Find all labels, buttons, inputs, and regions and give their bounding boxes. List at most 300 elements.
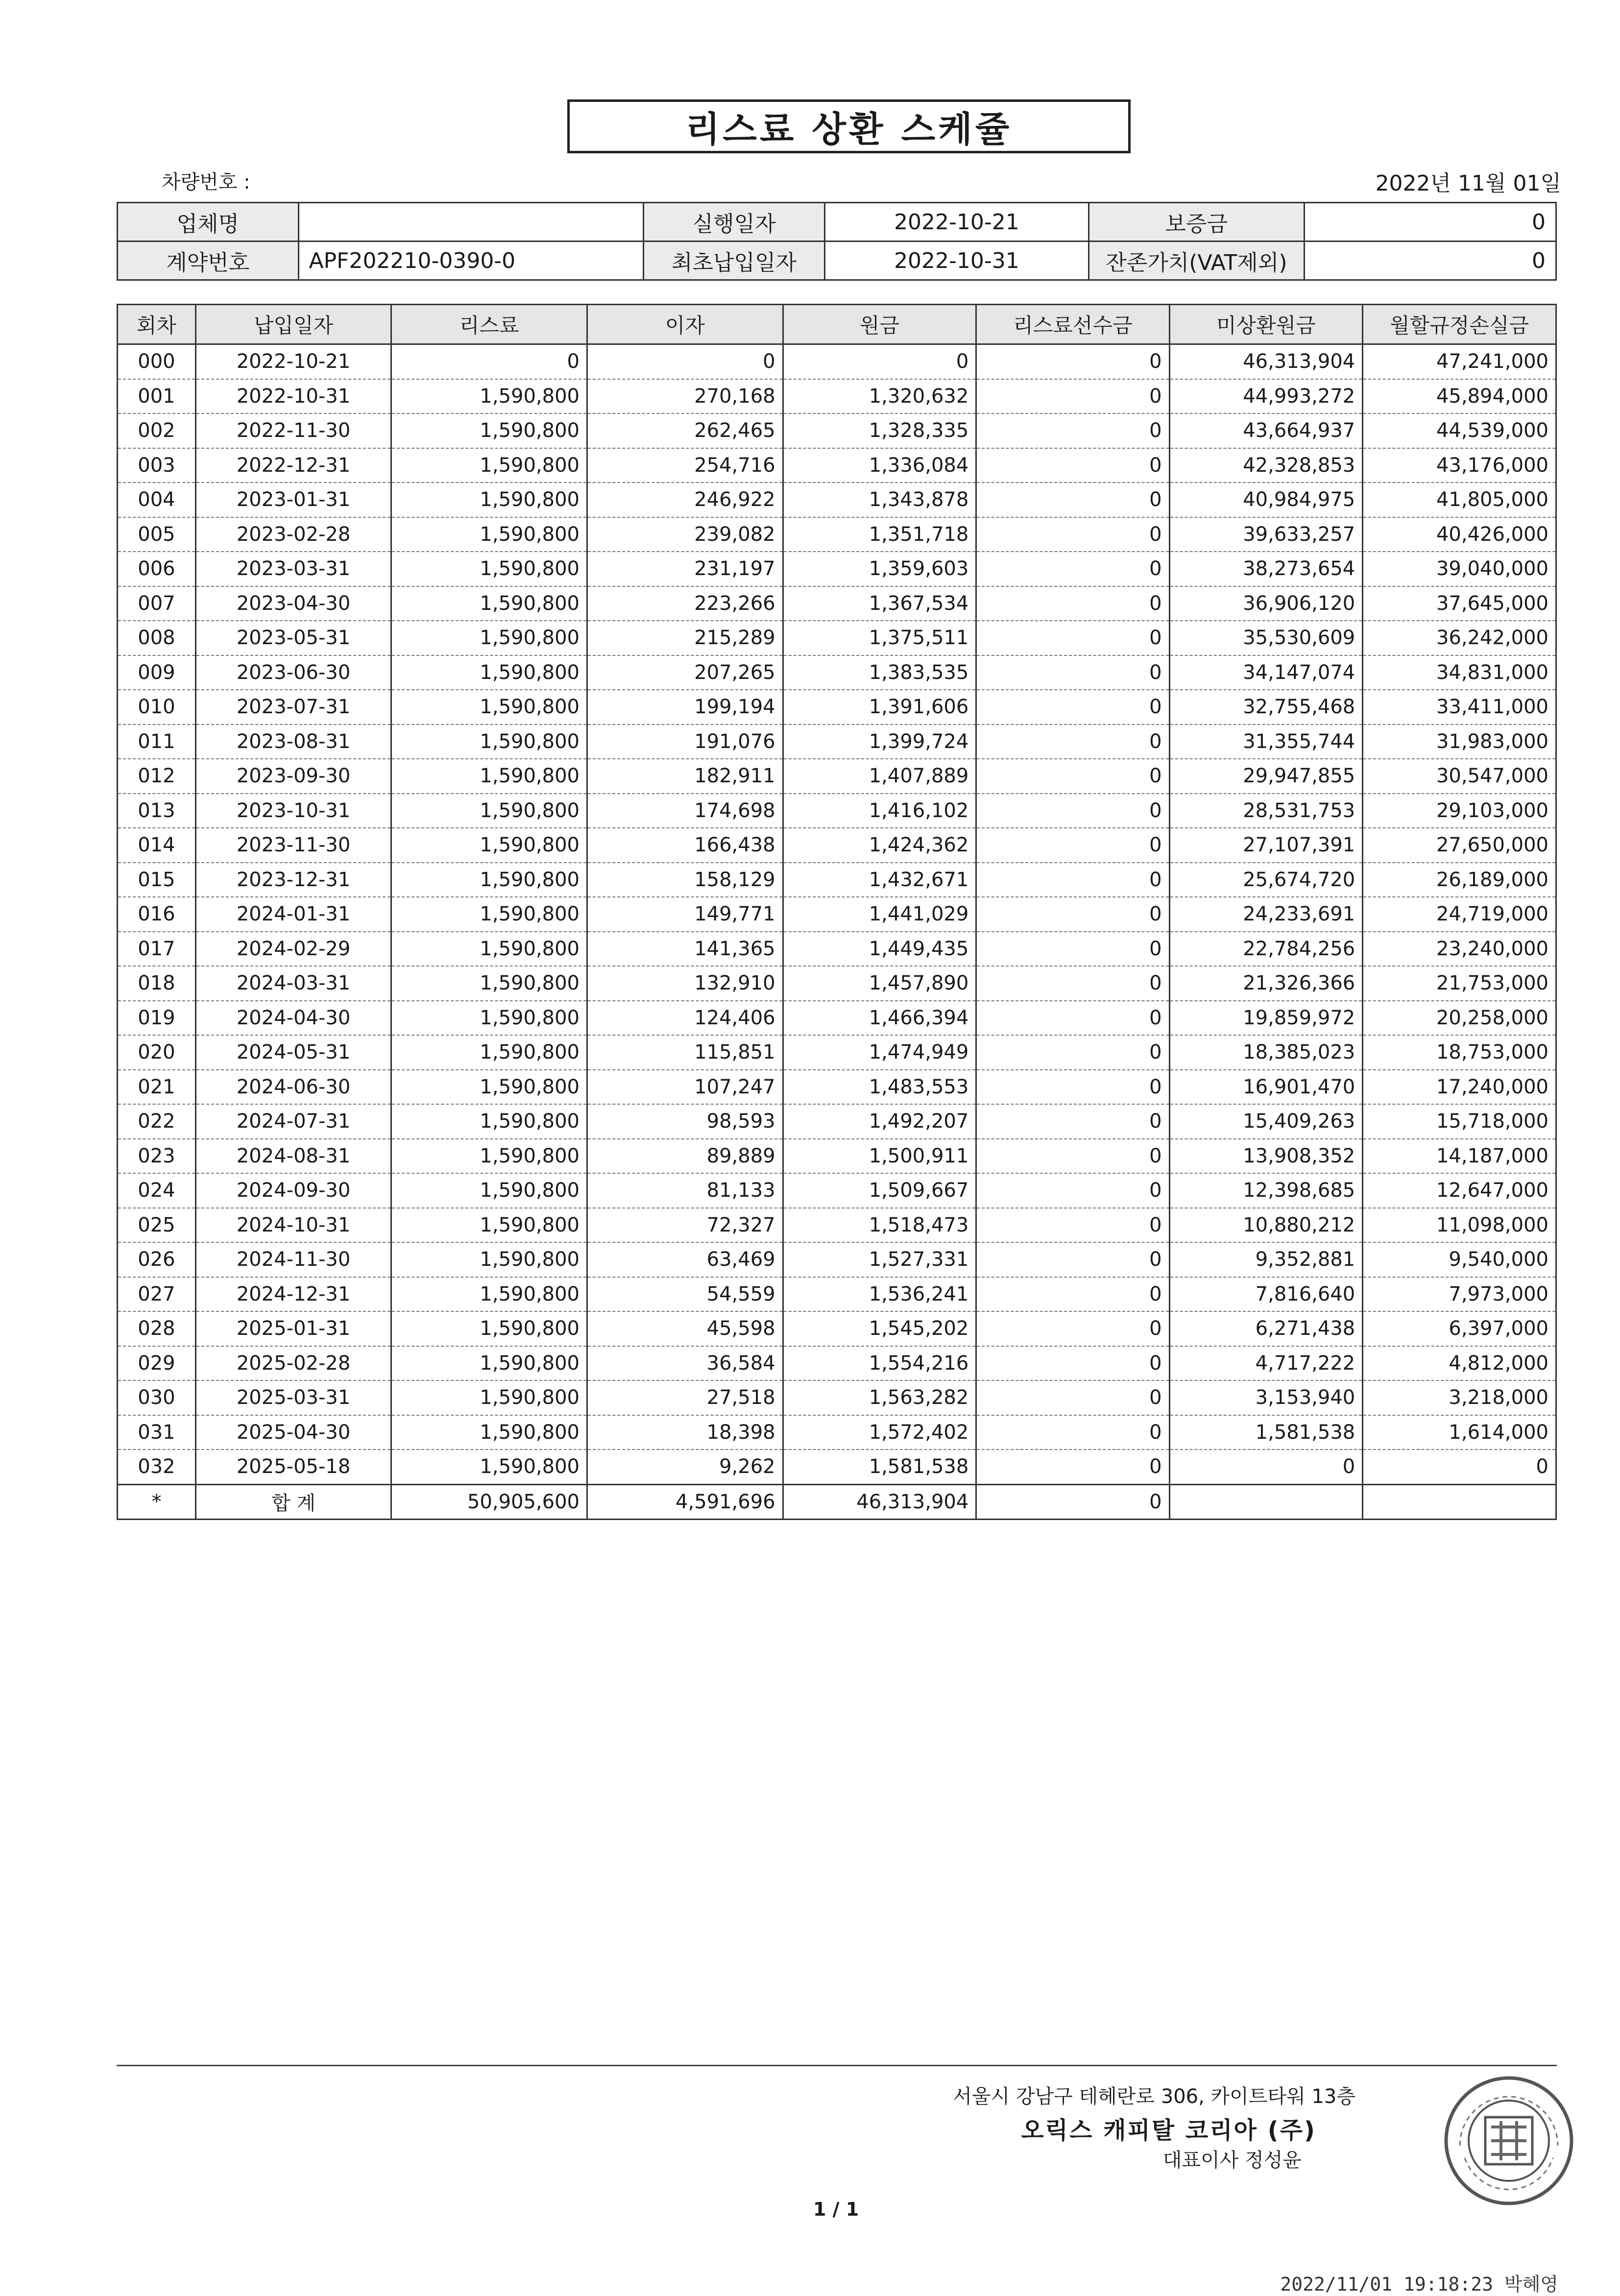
table-cell: 54,559 bbox=[587, 1277, 783, 1312]
table-cell: 262,465 bbox=[587, 413, 783, 448]
table-cell: 0 bbox=[976, 379, 1169, 414]
table-cell: 18,753,000 bbox=[1363, 1035, 1556, 1070]
table-cell: 1,590,800 bbox=[391, 1035, 587, 1070]
table-cell: 132,910 bbox=[587, 966, 783, 1001]
table-cell: 1,581,538 bbox=[783, 1450, 976, 1484]
table-cell: 1,351,718 bbox=[783, 517, 976, 552]
table-cell: 0 bbox=[976, 413, 1169, 448]
column-header: 이자 bbox=[587, 305, 783, 344]
table-cell: 1,590,800 bbox=[391, 1208, 587, 1243]
table-row bbox=[118, 483, 1556, 517]
table-cell: 1,500,911 bbox=[783, 1139, 976, 1174]
table-cell: 026 bbox=[118, 1242, 196, 1277]
total-cell: 합 계 bbox=[195, 1484, 391, 1520]
contract-label: 계약번호 bbox=[118, 242, 299, 280]
table-cell: 0 bbox=[976, 690, 1169, 725]
table-cell: 1,432,671 bbox=[783, 863, 976, 897]
repayment-schedule-table bbox=[117, 304, 1557, 1520]
table-cell: 182,911 bbox=[587, 759, 783, 794]
vehicle-number-label: 차량번호 : bbox=[162, 171, 250, 193]
table-cell: 1,590,800 bbox=[391, 655, 587, 690]
table-cell: 40,984,975 bbox=[1169, 483, 1363, 517]
table-row bbox=[118, 1242, 1556, 1277]
table-cell: 28,531,753 bbox=[1169, 794, 1363, 828]
table-cell: 004 bbox=[118, 483, 196, 517]
table-cell: 2023-01-31 bbox=[195, 483, 391, 517]
table-cell: 124,406 bbox=[587, 1001, 783, 1036]
table-cell: 40,426,000 bbox=[1363, 517, 1556, 552]
table-cell: 2025-03-31 bbox=[195, 1380, 391, 1415]
table-cell: 27,107,391 bbox=[1169, 828, 1363, 863]
first-pay-label: 최초납입일자 bbox=[644, 242, 825, 280]
table-cell: 6,271,438 bbox=[1169, 1311, 1363, 1346]
table-cell: 027 bbox=[118, 1277, 196, 1312]
table-cell: 1,590,800 bbox=[391, 1001, 587, 1036]
residual-label: 잔존가치(VAT제외) bbox=[1089, 242, 1305, 280]
table-cell: 0 bbox=[976, 586, 1169, 621]
table-cell: 22,784,256 bbox=[1169, 932, 1363, 967]
table-cell: 2024-01-31 bbox=[195, 897, 391, 932]
table-row bbox=[118, 1070, 1556, 1105]
table-cell: 1,590,800 bbox=[391, 586, 587, 621]
table-header-row bbox=[118, 305, 1556, 344]
table-cell: 0 bbox=[783, 344, 976, 379]
table-cell: 89,889 bbox=[587, 1139, 783, 1174]
table-cell: 2025-01-31 bbox=[195, 1311, 391, 1346]
table-cell: 2023-05-31 bbox=[195, 621, 391, 655]
table-cell: 2024-07-31 bbox=[195, 1104, 391, 1139]
table-cell: 37,645,000 bbox=[1363, 586, 1556, 621]
table-cell: 0 bbox=[976, 932, 1169, 967]
table-cell: 13,908,352 bbox=[1169, 1139, 1363, 1174]
table-cell: 018 bbox=[118, 966, 196, 1001]
table-cell: 0 bbox=[976, 863, 1169, 897]
table-cell: 001 bbox=[118, 379, 196, 414]
table-cell: 1,590,800 bbox=[391, 725, 587, 759]
table-cell: 008 bbox=[118, 621, 196, 655]
table-cell: 2023-12-31 bbox=[195, 863, 391, 897]
table-cell: 1,441,029 bbox=[783, 897, 976, 932]
table-cell: 0 bbox=[976, 1311, 1169, 1346]
table-cell: 002 bbox=[118, 413, 196, 448]
table-cell: 47,241,000 bbox=[1363, 344, 1556, 379]
table-cell: 021 bbox=[118, 1070, 196, 1105]
table-cell: 2024-09-30 bbox=[195, 1173, 391, 1208]
total-cell: 0 bbox=[976, 1484, 1169, 1520]
table-cell: 2023-02-28 bbox=[195, 517, 391, 552]
table-cell: 1,359,603 bbox=[783, 552, 976, 586]
table-cell: 9,262 bbox=[587, 1450, 783, 1484]
table-cell: 207,265 bbox=[587, 655, 783, 690]
table-cell: 0 bbox=[587, 344, 783, 379]
table-cell: 2024-08-31 bbox=[195, 1139, 391, 1174]
table-cell: 1,449,435 bbox=[783, 932, 976, 967]
table-cell: 1,590,800 bbox=[391, 1173, 587, 1208]
table-row bbox=[118, 1104, 1556, 1139]
table-cell: 2024-02-29 bbox=[195, 932, 391, 967]
table-cell: 019 bbox=[118, 1001, 196, 1036]
table-cell: 006 bbox=[118, 552, 196, 586]
table-cell: 41,805,000 bbox=[1363, 483, 1556, 517]
column-header: 월할규정손실금 bbox=[1363, 305, 1556, 344]
exec-date-value: 2022-10-21 bbox=[824, 203, 1088, 242]
table-cell: 115,851 bbox=[587, 1035, 783, 1070]
table-cell: 29,103,000 bbox=[1363, 794, 1556, 828]
table-cell: 42,328,853 bbox=[1169, 448, 1363, 483]
document-title: 리스료 상환 스케쥴 bbox=[567, 99, 1131, 153]
table-cell: 1,407,889 bbox=[783, 759, 976, 794]
table-cell: 0 bbox=[976, 1450, 1169, 1484]
table-cell: 2024-12-31 bbox=[195, 1277, 391, 1312]
table-row bbox=[118, 1208, 1556, 1243]
total-cell: * bbox=[118, 1484, 196, 1520]
table-cell: 18,385,023 bbox=[1169, 1035, 1363, 1070]
table-cell: 014 bbox=[118, 828, 196, 863]
table-cell: 0 bbox=[976, 1380, 1169, 1415]
table-cell: 0 bbox=[976, 344, 1169, 379]
table-cell: 1,590,800 bbox=[391, 1311, 587, 1346]
info-row bbox=[118, 242, 1556, 280]
table-row bbox=[118, 690, 1556, 725]
contract-value: APF202210-0390-0 bbox=[298, 242, 644, 280]
total-cell: 4,591,696 bbox=[587, 1484, 783, 1520]
table-cell: 43,176,000 bbox=[1363, 448, 1556, 483]
ceo-name: 대표이사 정성윤 bbox=[1162, 2149, 1302, 2172]
table-cell: 1,590,800 bbox=[391, 1450, 587, 1484]
table-cell: 0 bbox=[976, 1242, 1169, 1277]
table-cell: 45,598 bbox=[587, 1311, 783, 1346]
table-cell: 2024-11-30 bbox=[195, 1242, 391, 1277]
table-row bbox=[118, 413, 1556, 448]
table-cell: 33,411,000 bbox=[1363, 690, 1556, 725]
table-cell: 31,983,000 bbox=[1363, 725, 1556, 759]
table-cell: 4,717,222 bbox=[1169, 1346, 1363, 1381]
total-row bbox=[118, 1484, 1556, 1520]
table-cell: 39,040,000 bbox=[1363, 552, 1556, 586]
table-cell: 0 bbox=[976, 448, 1169, 483]
table-cell: 1,590,800 bbox=[391, 1277, 587, 1312]
residual-value: 0 bbox=[1304, 242, 1556, 280]
table-cell: 24,233,691 bbox=[1169, 897, 1363, 932]
table-cell: 1,590,800 bbox=[391, 379, 587, 414]
table-row bbox=[118, 863, 1556, 897]
table-cell: 023 bbox=[118, 1139, 196, 1174]
table-cell: 21,326,366 bbox=[1169, 966, 1363, 1001]
column-header: 미상환원금 bbox=[1169, 305, 1363, 344]
table-cell: 2024-10-31 bbox=[195, 1208, 391, 1243]
table-cell: 3,153,940 bbox=[1169, 1380, 1363, 1415]
table-cell: 017 bbox=[118, 932, 196, 967]
table-cell: 0 bbox=[976, 759, 1169, 794]
table-cell: 1,590,800 bbox=[391, 690, 587, 725]
table-row bbox=[118, 725, 1556, 759]
table-cell: 022 bbox=[118, 1104, 196, 1139]
table-cell: 0 bbox=[976, 897, 1169, 932]
table-cell: 2022-11-30 bbox=[195, 413, 391, 448]
table-cell: 63,469 bbox=[587, 1242, 783, 1277]
table-row bbox=[118, 1450, 1556, 1484]
table-cell: 16,901,470 bbox=[1169, 1070, 1363, 1105]
table-cell: 0 bbox=[976, 552, 1169, 586]
table-row bbox=[118, 344, 1556, 379]
table-cell: 013 bbox=[118, 794, 196, 828]
table-cell: 1,590,800 bbox=[391, 621, 587, 655]
table-cell: 0 bbox=[976, 1001, 1169, 1036]
table-row bbox=[118, 586, 1556, 621]
table-cell: 0 bbox=[976, 828, 1169, 863]
table-cell: 7,816,640 bbox=[1169, 1277, 1363, 1312]
table-cell: 0 bbox=[1169, 1450, 1363, 1484]
table-row bbox=[118, 1035, 1556, 1070]
table-cell: 191,076 bbox=[587, 725, 783, 759]
table-cell: 031 bbox=[118, 1415, 196, 1450]
table-cell: 0 bbox=[976, 1035, 1169, 1070]
table-cell: 1,554,216 bbox=[783, 1346, 976, 1381]
table-cell: 0 bbox=[1363, 1450, 1556, 1484]
table-cell: 223,266 bbox=[587, 586, 783, 621]
table-cell: 1,536,241 bbox=[783, 1277, 976, 1312]
table-cell: 005 bbox=[118, 517, 196, 552]
table-cell: 2023-10-31 bbox=[195, 794, 391, 828]
table-cell: 166,438 bbox=[587, 828, 783, 863]
table-cell: 1,590,800 bbox=[391, 897, 587, 932]
table-cell: 1,527,331 bbox=[783, 1242, 976, 1277]
table-cell: 1,320,632 bbox=[783, 379, 976, 414]
table-cell: 19,859,972 bbox=[1169, 1001, 1363, 1036]
table-cell: 72,327 bbox=[587, 1208, 783, 1243]
column-header: 리스료 bbox=[391, 305, 587, 344]
table-cell: 4,812,000 bbox=[1363, 1346, 1556, 1381]
table-cell: 016 bbox=[118, 897, 196, 932]
table-cell: 31,355,744 bbox=[1169, 725, 1363, 759]
table-row bbox=[118, 759, 1556, 794]
table-cell: 011 bbox=[118, 725, 196, 759]
table-cell: 2025-04-30 bbox=[195, 1415, 391, 1450]
table-cell: 020 bbox=[118, 1035, 196, 1070]
footer-divider bbox=[117, 2065, 1557, 2066]
table-cell: 26,189,000 bbox=[1363, 863, 1556, 897]
table-row bbox=[118, 1173, 1556, 1208]
table-cell: 1,572,402 bbox=[783, 1415, 976, 1450]
table-cell: 2023-06-30 bbox=[195, 655, 391, 690]
table-cell: 38,273,654 bbox=[1169, 552, 1363, 586]
table-cell: 23,240,000 bbox=[1363, 932, 1556, 967]
table-cell: 9,540,000 bbox=[1363, 1242, 1556, 1277]
table-cell: 030 bbox=[118, 1380, 196, 1415]
table-cell: 44,993,272 bbox=[1169, 379, 1363, 414]
table-cell: 29,947,855 bbox=[1169, 759, 1363, 794]
table-cell: 1,590,800 bbox=[391, 1242, 587, 1277]
table-cell: 2025-02-28 bbox=[195, 1346, 391, 1381]
table-cell: 1,590,800 bbox=[391, 1104, 587, 1139]
table-cell: 2023-03-31 bbox=[195, 552, 391, 586]
table-cell: 015 bbox=[118, 863, 196, 897]
table-cell: 032 bbox=[118, 1450, 196, 1484]
table-cell: 1,457,890 bbox=[783, 966, 976, 1001]
table-cell: 11,098,000 bbox=[1363, 1208, 1556, 1243]
table-cell: 0 bbox=[976, 1139, 1169, 1174]
first-pay-value: 2022-10-31 bbox=[824, 242, 1088, 280]
table-cell: 17,240,000 bbox=[1363, 1070, 1556, 1105]
contract-info-table bbox=[117, 202, 1557, 281]
table-cell: 2022-12-31 bbox=[195, 448, 391, 483]
table-cell: 1,424,362 bbox=[783, 828, 976, 863]
table-cell: 0 bbox=[976, 621, 1169, 655]
total-cell: 50,905,600 bbox=[391, 1484, 587, 1520]
table-cell: 024 bbox=[118, 1173, 196, 1208]
table-cell: 199,194 bbox=[587, 690, 783, 725]
table-row bbox=[118, 966, 1556, 1001]
table-cell: 1,590,800 bbox=[391, 828, 587, 863]
table-cell: 0 bbox=[976, 966, 1169, 1001]
table-cell: 32,755,468 bbox=[1169, 690, 1363, 725]
company-address: 서울시 강남구 테헤란로 306, 카이트타워 13층 bbox=[953, 2085, 1355, 2108]
table-cell: 45,894,000 bbox=[1363, 379, 1556, 414]
table-cell: 1,590,800 bbox=[391, 552, 587, 586]
table-cell: 20,258,000 bbox=[1363, 1001, 1556, 1036]
table-cell: 1,492,207 bbox=[783, 1104, 976, 1139]
company-label: 업체명 bbox=[118, 203, 299, 242]
column-header: 회차 bbox=[118, 305, 196, 344]
total-cell: 46,313,904 bbox=[783, 1484, 976, 1520]
table-cell: 98,593 bbox=[587, 1104, 783, 1139]
table-cell: 025 bbox=[118, 1208, 196, 1243]
table-cell: 2022-10-31 bbox=[195, 379, 391, 414]
table-cell: 0 bbox=[976, 1415, 1169, 1450]
table-row bbox=[118, 621, 1556, 655]
print-timestamp: 2022/11/01 19:18:23 박혜영 bbox=[1280, 2273, 1558, 2295]
table-cell: 1,590,800 bbox=[391, 448, 587, 483]
table-cell: 1,474,949 bbox=[783, 1035, 976, 1070]
table-cell: 34,147,074 bbox=[1169, 655, 1363, 690]
table-cell: 1,590,800 bbox=[391, 932, 587, 967]
table-cell: 36,242,000 bbox=[1363, 621, 1556, 655]
table-cell: 44,539,000 bbox=[1363, 413, 1556, 448]
column-header: 리스료선수금 bbox=[976, 305, 1169, 344]
table-cell: 0 bbox=[976, 794, 1169, 828]
table-cell: 0 bbox=[976, 1173, 1169, 1208]
table-cell: 1,391,606 bbox=[783, 690, 976, 725]
table-cell: 2023-04-30 bbox=[195, 586, 391, 621]
table-body bbox=[118, 344, 1556, 1520]
table-cell: 149,771 bbox=[587, 897, 783, 932]
company-name: 오릭스 캐피탈 코리아 (주) bbox=[1021, 2117, 1316, 2144]
table-cell: 174,698 bbox=[587, 794, 783, 828]
table-cell: 24,719,000 bbox=[1363, 897, 1556, 932]
table-cell: 1,590,800 bbox=[391, 483, 587, 517]
table-row bbox=[118, 448, 1556, 483]
table-cell: 107,247 bbox=[587, 1070, 783, 1105]
table-cell: 1,343,878 bbox=[783, 483, 976, 517]
table-cell: 007 bbox=[118, 586, 196, 621]
table-cell: 15,409,263 bbox=[1169, 1104, 1363, 1139]
table-cell: 34,831,000 bbox=[1363, 655, 1556, 690]
table-cell: 141,365 bbox=[587, 932, 783, 967]
table-row bbox=[118, 794, 1556, 828]
table-row bbox=[118, 379, 1556, 414]
table-cell: 0 bbox=[976, 517, 1169, 552]
print-date: 2022년 11월 01일 bbox=[1375, 171, 1561, 196]
table-row bbox=[118, 1311, 1556, 1346]
vehicle-number bbox=[162, 167, 369, 194]
table-cell: 1,563,282 bbox=[783, 1380, 976, 1415]
table-cell: 2024-04-30 bbox=[195, 1001, 391, 1036]
table-cell: 0 bbox=[391, 344, 587, 379]
table-row bbox=[118, 517, 1556, 552]
table-cell: 1,336,084 bbox=[783, 448, 976, 483]
table-cell: 21,753,000 bbox=[1363, 966, 1556, 1001]
table-cell: 1,590,800 bbox=[391, 1380, 587, 1415]
table-cell: 1,416,102 bbox=[783, 794, 976, 828]
table-cell: 231,197 bbox=[587, 552, 783, 586]
table-cell: 1,367,534 bbox=[783, 586, 976, 621]
table-cell: 1,483,553 bbox=[783, 1070, 976, 1105]
table-cell: 2024-05-31 bbox=[195, 1035, 391, 1070]
table-cell: 2023-11-30 bbox=[195, 828, 391, 863]
table-cell: 1,590,800 bbox=[391, 1346, 587, 1381]
table-cell: 35,530,609 bbox=[1169, 621, 1363, 655]
table-row bbox=[118, 897, 1556, 932]
table-cell: 3,218,000 bbox=[1363, 1380, 1556, 1415]
table-cell: 43,664,937 bbox=[1169, 413, 1363, 448]
table-cell: 215,289 bbox=[587, 621, 783, 655]
page-number: 1 / 1 bbox=[813, 2199, 859, 2220]
table-cell: 1,581,538 bbox=[1169, 1415, 1363, 1450]
table-cell: 81,133 bbox=[587, 1173, 783, 1208]
table-cell: 1,590,800 bbox=[391, 794, 587, 828]
table-cell: 239,082 bbox=[587, 517, 783, 552]
table-cell: 25,674,720 bbox=[1169, 863, 1363, 897]
table-cell: 010 bbox=[118, 690, 196, 725]
company-value bbox=[298, 203, 644, 242]
table-row bbox=[118, 1001, 1556, 1036]
table-cell: 46,313,904 bbox=[1169, 344, 1363, 379]
table-cell: 1,518,473 bbox=[783, 1208, 976, 1243]
table-cell: 0 bbox=[976, 1277, 1169, 1312]
table-cell: 6,397,000 bbox=[1363, 1311, 1556, 1346]
deposit-label: 보증금 bbox=[1089, 203, 1305, 242]
table-cell: 029 bbox=[118, 1346, 196, 1381]
table-cell: 1,590,800 bbox=[391, 1415, 587, 1450]
table-cell: 2024-03-31 bbox=[195, 966, 391, 1001]
table-cell: 0 bbox=[976, 655, 1169, 690]
table-cell: 27,650,000 bbox=[1363, 828, 1556, 863]
table-cell: 2025-05-18 bbox=[195, 1450, 391, 1484]
table-cell: 270,168 bbox=[587, 379, 783, 414]
table-row bbox=[118, 1277, 1556, 1312]
table-cell: 158,129 bbox=[587, 863, 783, 897]
exec-date-label: 실행일자 bbox=[644, 203, 825, 242]
table-cell: 0 bbox=[976, 1104, 1169, 1139]
table-cell: 0 bbox=[976, 483, 1169, 517]
table-cell: 9,352,881 bbox=[1169, 1242, 1363, 1277]
total-cell bbox=[1363, 1484, 1556, 1520]
table-cell: 30,547,000 bbox=[1363, 759, 1556, 794]
info-row bbox=[118, 203, 1556, 242]
table-cell: 012 bbox=[118, 759, 196, 794]
company-seal-icon bbox=[1440, 2072, 1577, 2209]
table-cell: 1,375,511 bbox=[783, 621, 976, 655]
table-cell: 2023-09-30 bbox=[195, 759, 391, 794]
table-row bbox=[118, 1346, 1556, 1381]
table-cell: 0 bbox=[976, 725, 1169, 759]
table-cell: 14,187,000 bbox=[1363, 1139, 1556, 1174]
table-cell: 36,906,120 bbox=[1169, 586, 1363, 621]
column-header: 납입일자 bbox=[195, 305, 391, 344]
table-cell: 2024-06-30 bbox=[195, 1070, 391, 1105]
table-row bbox=[118, 1380, 1556, 1415]
table-cell: 39,633,257 bbox=[1169, 517, 1363, 552]
